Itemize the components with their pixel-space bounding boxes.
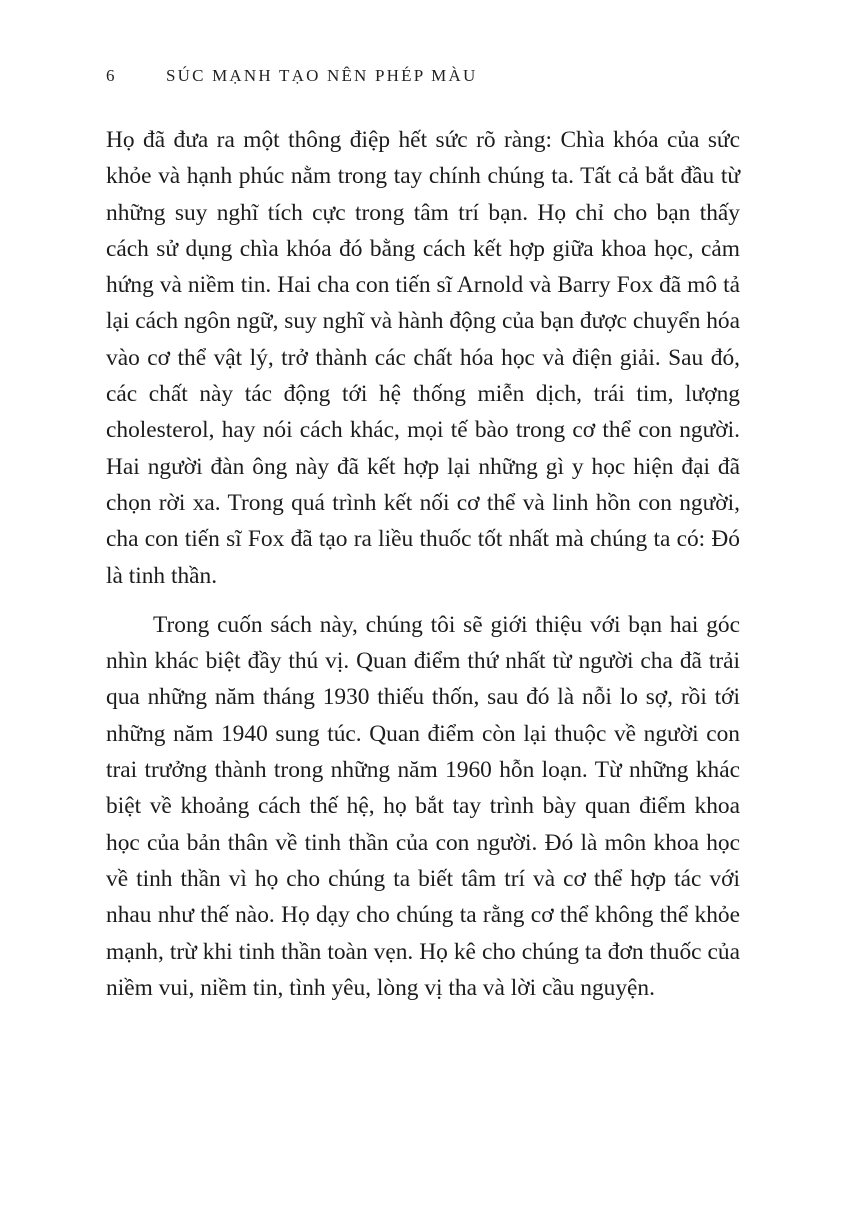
page-number: 6 [106,66,117,85]
body-text [106,122,740,1006]
book-title: SÚC MẠNH TẠO NÊN PHÉP MÀU [166,66,478,85]
paragraph-1: Họ đã đưa ra một thông điệp hết sức rõ ràng: Chìa khóa của sức khỏe và hạnh phúc nằm trong tay chính chúng ta. Tất cả bắt đầu từ những suy nghĩ tích cực trong tâm trí bạn. Họ chỉ cho bạn thấy cách sử dụng chìa khóa đó bằng cách kết hợp giữa khoa học, cảm hứng và niềm tin. Hai cha con tiến sĩ Arnold và Barry Fox đã mô tả lại cách ngôn ngữ, suy nghĩ và hành động của bạn được chuyển hóa vào cơ thể vật lý, trở thành các chất hóa học và điện giải. Sau đó, các chất này tác động tới hệ thống miễn dịch, trái tim, lượng cholesterol, hay nói cách khác, mọi tế bào trong cơ thể con người. Hai người đàn ông này đã kết hợp lại những gì y học hiện đại đã chọn rời xa. Trong quá trình kết nối cơ thể và linh hồn con người, cha con tiến sĩ Fox đã tạo ra liều thuốc tốt nhất mà chúng ta có: Đó là tinh thần. [106,127,741,589]
paragraph-2: Trong cuốn sách này, chúng tôi sẽ giới thiệu với bạn hai góc nhìn khác biệt đầy thú vị. Quan điểm thứ nhất từ người cha đã trải qua những năm tháng 1930 thiếu thốn, sau đó là nỗi lo sợ, rồi tới những năm 1940 sung túc. Quan điểm còn lại thuộc về người con trai trưởng thành trong những năm 1960 hỗn loạn. Từ những khác biệt về khoảng cách thế hệ, họ bắt tay trình bày quan điểm khoa học của bản thân về tinh thần của con người. Đó là môn khoa học về tinh thần vì họ cho chúng ta biết tâm trí và cơ thể hợp tác với nhau như thế nào. Họ dạy cho chúng ta rằng cơ thể không thể khỏe mạnh, trừ khi tinh thần toàn vẹn. Họ kê cho chúng ta đơn thuốc của niềm vui, niềm tin, tình yêu, lòng vị tha và lời cầu nguyện. [106,611,740,1001]
running-header [106,62,746,90]
